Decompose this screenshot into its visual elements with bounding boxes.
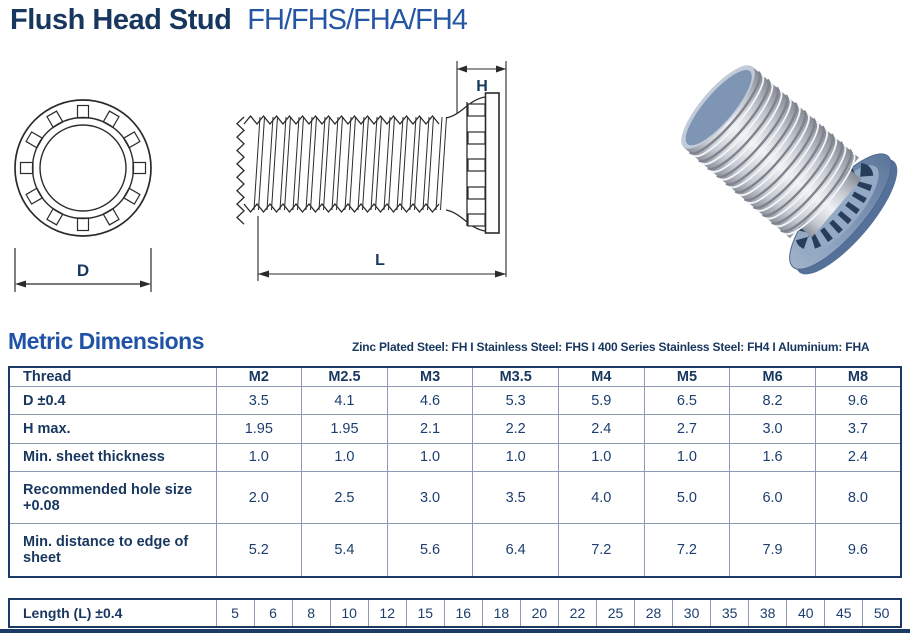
length-label: L [375, 252, 385, 269]
value-cell: 2.2 [473, 415, 559, 443]
diameter-label: D [76, 261, 90, 280]
row-label: H max. [9, 415, 216, 443]
length-row [9, 599, 901, 627]
length-value-cell: 8 [292, 599, 330, 627]
row-label: D ±0.4 [9, 387, 216, 415]
product-photo [658, 53, 908, 293]
length-value-cell: 28 [635, 599, 673, 627]
table-row [9, 387, 901, 415]
column-header: M8 [815, 367, 901, 387]
table-row [9, 524, 901, 577]
value-cell: 6.5 [644, 387, 730, 415]
value-cell: 1.0 [387, 443, 473, 471]
thread-header: Thread [9, 367, 216, 387]
value-cell: 2.5 [302, 472, 388, 524]
length-value-cell: 12 [368, 599, 406, 627]
length-value-cell: 18 [482, 599, 520, 627]
thread-end-edge [237, 117, 244, 224]
row-label: Min. sheet thickness [9, 443, 216, 471]
thread-flanks [254, 117, 447, 210]
knurl-teeth [21, 106, 146, 231]
length-table [8, 598, 902, 628]
value-cell: 7.2 [559, 524, 645, 577]
value-cell: 7.9 [730, 524, 816, 577]
length-value-cell: 38 [749, 599, 787, 627]
section-heading: Metric Dimensions [8, 328, 204, 354]
value-cell: 4.6 [387, 387, 473, 415]
front-view-drawing [5, 58, 175, 303]
length-value-cell: 15 [406, 599, 444, 627]
value-cell: 5.4 [302, 524, 388, 577]
length-value-cell: 10 [330, 599, 368, 627]
middle-circle [33, 118, 134, 219]
length-value-cell: 5 [216, 599, 254, 627]
value-cell: 1.6 [730, 443, 816, 471]
length-value-cell: 40 [787, 599, 825, 627]
value-cell: 3.5 [216, 387, 302, 415]
column-header: M5 [644, 367, 730, 387]
value-cell: 9.6 [815, 524, 901, 577]
value-cell: 1.0 [473, 443, 559, 471]
length-value-cell: 22 [558, 599, 596, 627]
row-label: Min. distance to edge of sheet [9, 524, 216, 577]
value-cell: 1.0 [302, 443, 388, 471]
value-cell: 2.1 [387, 415, 473, 443]
value-cell: 9.6 [815, 387, 901, 415]
value-cell: 4.1 [302, 387, 388, 415]
row-label: Recommended hole size +0.08 [9, 472, 216, 524]
value-cell: 6.0 [730, 472, 816, 524]
value-cell: 5.9 [559, 387, 645, 415]
value-cell: 1.95 [302, 415, 388, 443]
head-height-label: H [476, 78, 488, 95]
column-header: M2 [216, 367, 302, 387]
page-title: Flush Head Stud [10, 4, 232, 36]
value-cell: 5.6 [387, 524, 473, 577]
value-cell: 3.7 [815, 415, 901, 443]
column-header: M3.5 [473, 367, 559, 387]
value-cell: 4.0 [559, 472, 645, 524]
value-cell: 2.7 [644, 415, 730, 443]
length-value-cell: 30 [673, 599, 711, 627]
length-value-cell: 35 [711, 599, 749, 627]
inner-circle [40, 125, 126, 211]
value-cell: 5.0 [644, 472, 730, 524]
length-value-cell: 50 [863, 599, 901, 627]
table-row [9, 443, 901, 471]
table-row [9, 415, 901, 443]
length-value-cell: 6 [254, 599, 292, 627]
value-cell: 5.3 [473, 387, 559, 415]
value-cell: 1.0 [559, 443, 645, 471]
table-row [9, 472, 901, 524]
header-row [9, 367, 901, 387]
product-codes: FH/FHS/FHA/FH4 [247, 4, 467, 36]
value-cell: 2.4 [815, 443, 901, 471]
column-header: M4 [559, 367, 645, 387]
metric-dimensions-table [8, 366, 902, 578]
value-cell: 1.0 [216, 443, 302, 471]
page-header [10, 4, 467, 37]
value-cell: 1.95 [216, 415, 302, 443]
length-value-cell: 20 [520, 599, 558, 627]
flange-plate [486, 93, 500, 233]
value-cell: 3.0 [730, 415, 816, 443]
column-header: M3 [387, 367, 473, 387]
length-value-cell: 25 [596, 599, 634, 627]
column-header: M2.5 [302, 367, 388, 387]
outer-flange-circle [15, 100, 151, 236]
value-cell: 3.0 [387, 472, 473, 524]
value-cell: 1.0 [644, 443, 730, 471]
length-value-cell: 45 [825, 599, 863, 627]
value-cell: 8.0 [815, 472, 901, 524]
value-cell: 3.5 [473, 472, 559, 524]
value-cell: 7.2 [644, 524, 730, 577]
materials-note: Zinc Plated Steel: FH I Stainless Steel: FHS I 400 Series Stainless Steel: FH4 I Aluminium: FHA [352, 340, 870, 354]
value-cell: 2.4 [559, 415, 645, 443]
length-row-label: Length (L) ±0.4 [9, 599, 216, 627]
value-cell: 2.0 [216, 472, 302, 524]
head-clinch-teeth [468, 104, 485, 226]
value-cell: 8.2 [730, 387, 816, 415]
value-cell: 6.4 [473, 524, 559, 577]
bottom-bar [0, 629, 910, 633]
side-view-drawing [228, 53, 523, 303]
length-value-cell: 16 [444, 599, 482, 627]
column-header: M6 [730, 367, 816, 387]
value-cell: 5.2 [216, 524, 302, 577]
